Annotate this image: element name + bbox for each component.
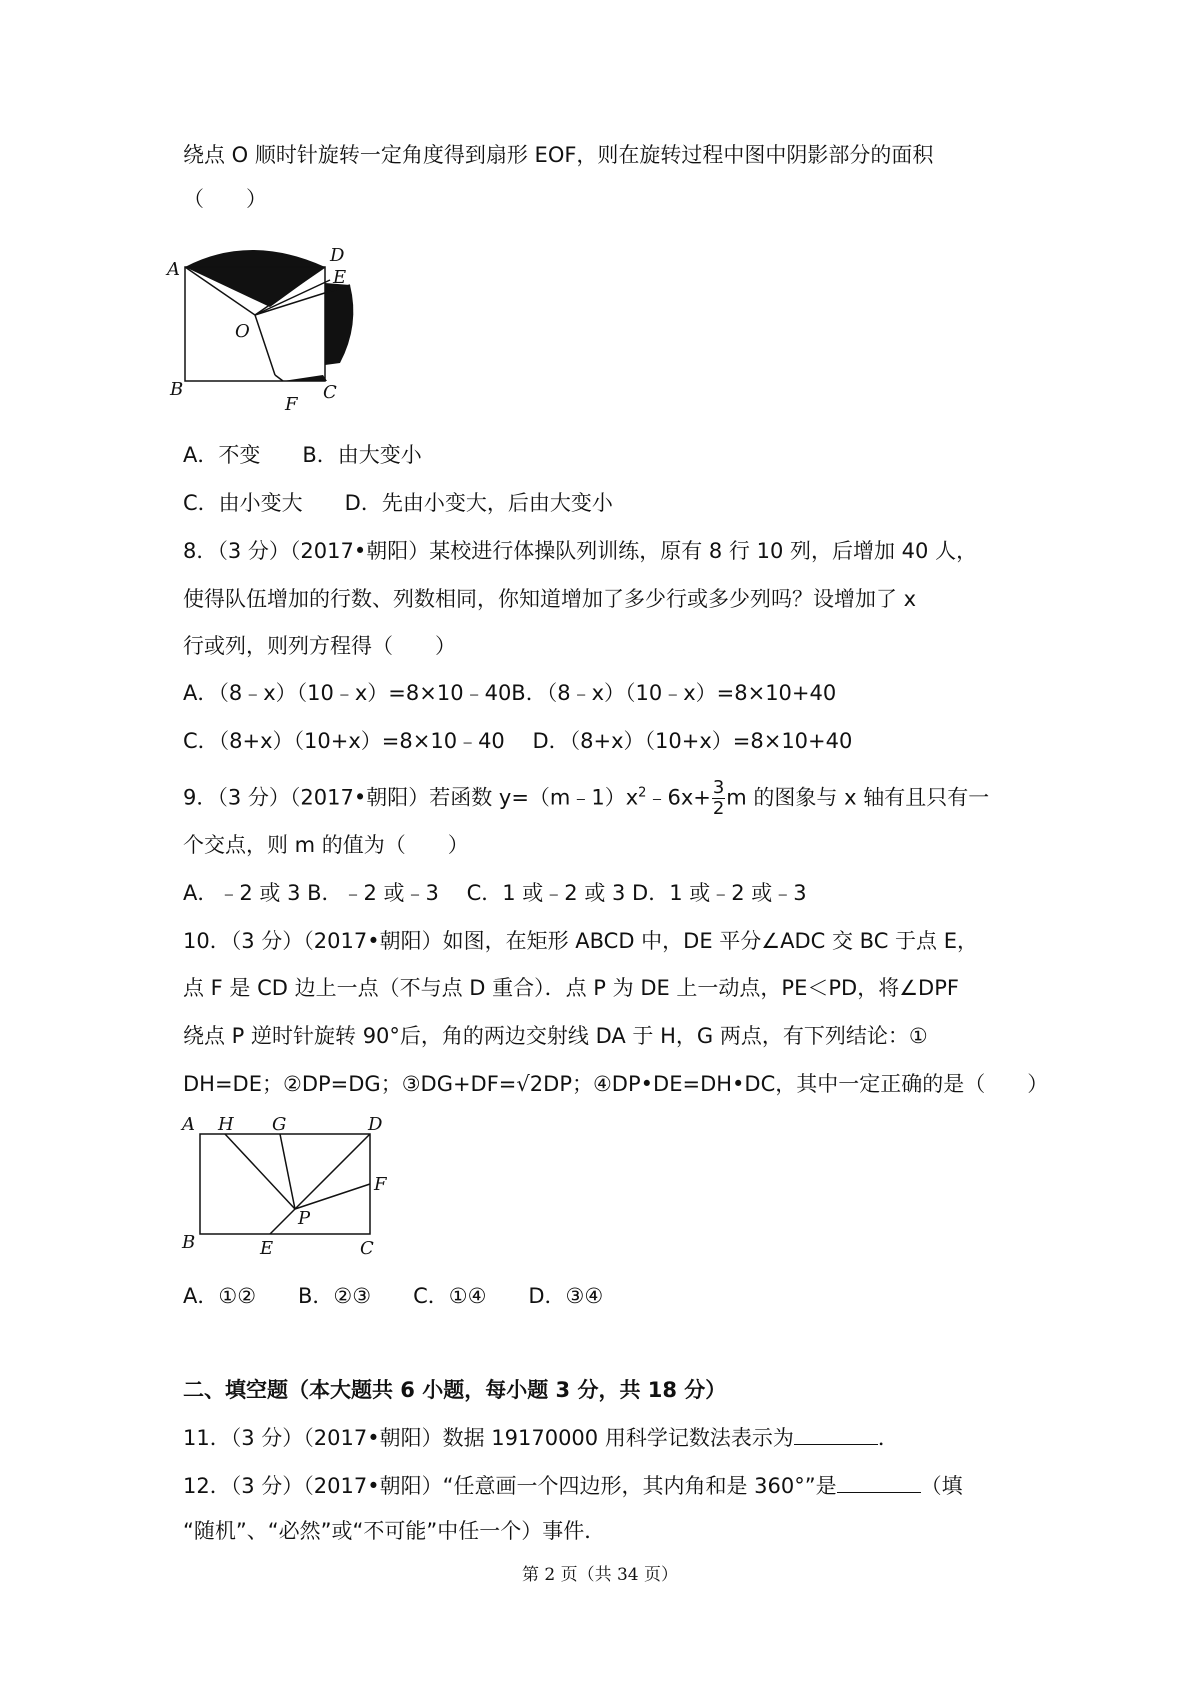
q10-label-C: C (360, 1238, 374, 1259)
q9-line1-post: m 的图象与 x 轴有且只有一 (726, 785, 990, 810)
q9-options: A．﹣2 或 3 B．﹣2 或﹣3 C．1 或﹣2 或 3 D．1 或﹣2 或﹣3 (183, 881, 807, 905)
q12-line2: “随机”、“必然”或“不可能”中任一个）事件． (183, 1519, 606, 1543)
q8-options-line1: A．（8﹣x）（10﹣x）=8×10﹣40B．（8﹣x）（10﹣x）=8×10+40 (183, 681, 837, 705)
q7-label-F: F (285, 394, 298, 415)
q10-line2: 点 F 是 CD 边上一点（不与点 D 重合）．点 P 为 DE 上一动点，PE＜PD，将∠DPF (183, 976, 959, 1000)
q7-shade-right (325, 283, 353, 365)
q11-answer-blank[interactable] (794, 1422, 878, 1445)
q9-line1 (183, 778, 989, 819)
q8-line1: 8．（3 分）（2017•朝阳）某校进行体操队列训练，原有 8 行 10 列，后增加 40 人， (183, 539, 978, 563)
q7-figure (167, 245, 375, 425)
q12-line1 (183, 1470, 963, 1501)
q7-options-line2: C．由小变大 D．先由小变大，后由大变小 (183, 491, 613, 515)
q10-label-A: A (182, 1114, 195, 1135)
q12-answer-blank[interactable] (837, 1470, 921, 1493)
q7-shade-bottom (283, 375, 327, 381)
q8-line3: 行或列，则列方程得（ ） (183, 634, 456, 658)
q10-line4: DH=DE；②DP=DG；③DG+DF=√2DP；④DP•DE=DH•DC，其中一定正确的是（ ） (183, 1072, 1049, 1096)
q7-stem-line1: 绕点 O 顺时针旋转一定角度得到扇形 EOF，则在旋转过程中图中阴影部分的面积 (183, 143, 934, 167)
q10-label-H: H (218, 1114, 234, 1135)
q9-line2: 个交点，则 m 的值为（ ） (183, 833, 469, 857)
q7-label-B: B (170, 379, 184, 400)
q9-frac-num: 3 (712, 777, 725, 798)
q10-label-B: B (182, 1232, 196, 1253)
q7-stem-line2: （ ） (183, 187, 267, 211)
q7-label-D: D (330, 245, 345, 266)
q7-label-E: E (333, 267, 347, 288)
q10-label-F: F (374, 1174, 387, 1195)
page-footer: 第 2 页（共 34 页） (521, 1565, 679, 1585)
q11-text-pre: 11．（3 分）（2017•朝阳）数据 19170000 用科学记数法表示为 (183, 1426, 794, 1450)
q7-label-A: A (167, 259, 180, 280)
q8-options-line2: C．（8+x）（10+x）=8×10﹣40 D．（8+x）（10+x）=8×10+40 (183, 729, 853, 753)
q10-label-D: D (368, 1114, 383, 1135)
q7-shade-top (185, 250, 325, 307)
q7-label-C: C (323, 382, 337, 403)
q9-line1-mid: ﹣6x+ (646, 785, 711, 810)
q8-line2: 使得队伍增加的行数、列数相同，你知道增加了多少行或多少列吗？设增加了 x (183, 587, 917, 611)
q7-label-O: O (235, 321, 250, 342)
q10-label-G: G (272, 1114, 287, 1135)
q9-fraction (712, 778, 725, 819)
q10-label-E: E (260, 1238, 274, 1259)
q10-figure (180, 1112, 400, 1262)
q10-line3: 绕点 P 逆时针旋转 90°后，角的两边交射线 DA 于 H，G 两点，有下列结论：① (183, 1024, 928, 1048)
q9-frac-den: 2 (712, 798, 725, 819)
section2-heading: 二、填空题（本大题共 6 小题，每小题 3 分，共 18 分） (183, 1378, 727, 1402)
q11-line (183, 1422, 899, 1453)
q11-text-post: ． (877, 1426, 899, 1450)
q10-options: A．①② B．②③ C．①④ D．③④ (183, 1284, 604, 1308)
q7-options-line1: A．不变 B．由大变小 (183, 443, 422, 467)
q10-label-P: P (298, 1208, 311, 1229)
q12-line1-pre: 12．（3 分）（2017•朝阳）“任意画一个四边形，其内角和是 360°”是 (183, 1474, 837, 1498)
q10-line1: 10．（3 分）（2017•朝阳）如图，在矩形 ABCD 中，DE 平分∠ADC 交 BC 于点 E， (183, 929, 978, 953)
q9-line1-pre: 9．（3 分）（2017•朝阳）若函数 y=（m﹣1）x (183, 785, 639, 810)
q12-line1-post: （填 (920, 1474, 963, 1498)
q9-exponent: 2 (638, 785, 647, 801)
